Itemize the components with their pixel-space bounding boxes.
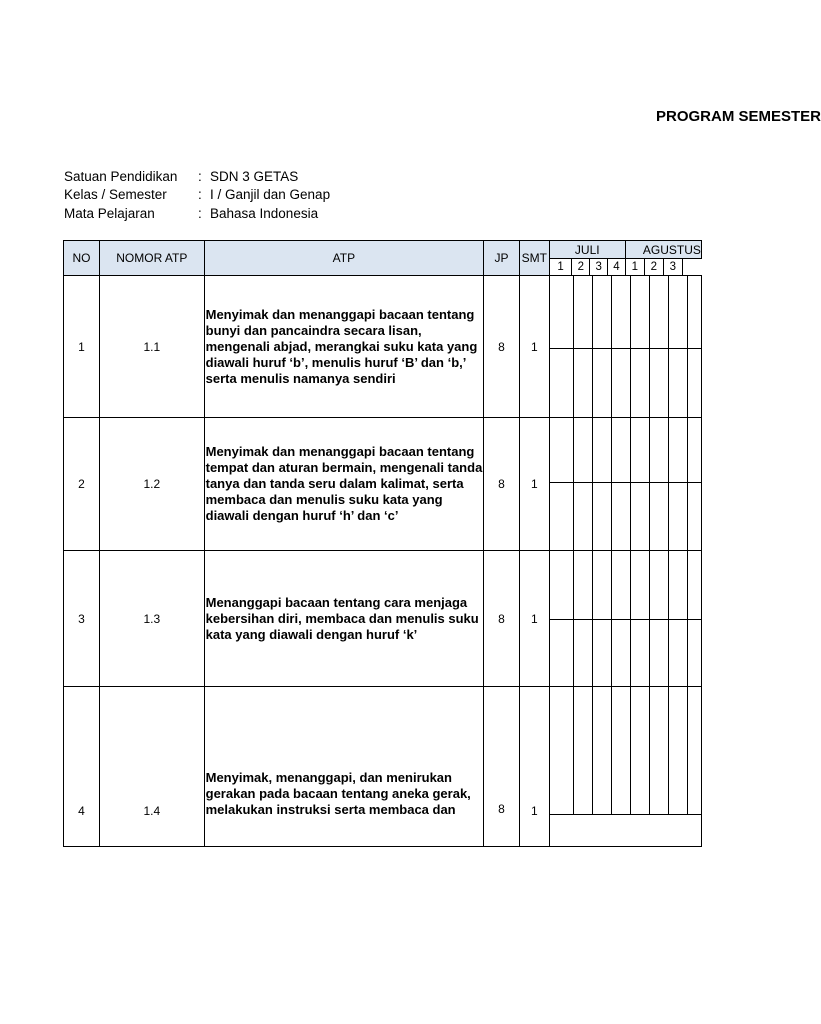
meta-label: Satuan Pendidikan — [64, 169, 178, 184]
cell-nomor-atp: 1.1 — [100, 276, 205, 418]
week-header: 1 — [549, 259, 572, 276]
cell-jp: 8 — [484, 687, 520, 847]
cell-atp: Menyimak dan menanggapi bacaan tentang tempat dan aturan bermain, mengenali tanda tanya dan tanda seru dalam kalimat, serta membaca dan menulis suku kata yang diawali dengan huruf ‘h’ dan ‘c’ — [204, 418, 483, 551]
meta-colon: : — [198, 169, 202, 184]
page-title: PROGRAM SEMESTER — [656, 108, 821, 125]
week-grid — [549, 418, 701, 551]
week-header: 3 — [590, 259, 608, 276]
cell-smt: 1 — [519, 551, 549, 687]
cell-jp: 8 — [484, 551, 520, 687]
cell-no: 2 — [64, 418, 100, 551]
meta-value: Bahasa Indonesia — [210, 206, 319, 221]
table-row — [64, 687, 702, 847]
week-header: 4 — [608, 259, 626, 276]
week-header — [682, 259, 701, 276]
header-month-agustus: AGUSTUS — [625, 241, 701, 259]
cell-nomor-atp: 1.3 — [100, 551, 205, 687]
meta-label: Kelas / Semester — [64, 187, 167, 202]
week-grid-half — [550, 620, 701, 686]
meta-colon: : — [198, 187, 202, 202]
meta-colon: : — [198, 206, 202, 221]
table-row — [64, 551, 702, 687]
meta-label: Mata Pelajaran — [64, 206, 155, 221]
cell-jp: 8 — [484, 418, 520, 551]
week-grid-half — [550, 276, 701, 349]
week-grid — [549, 687, 701, 847]
week-grid-half — [550, 418, 701, 483]
table-row — [64, 276, 702, 418]
week-header: 1 — [625, 259, 644, 276]
cell-nomor-atp: 1.4 — [100, 687, 205, 847]
week-grid-half — [550, 483, 701, 550]
week-grid — [549, 551, 701, 687]
week-header: 3 — [663, 259, 682, 276]
week-header: 2 — [644, 259, 663, 276]
table-row — [64, 418, 702, 551]
week-grid-half — [550, 349, 701, 417]
cell-no: 4 — [64, 687, 100, 847]
header-smt: SMT — [519, 241, 549, 276]
cell-atp: Menanggapi bacaan tentang cara menjaga kebersihan diri, membaca dan menulis suku kata yang diawali dengan huruf ‘k’ — [204, 551, 483, 687]
header-month-juli: JULI — [549, 241, 625, 259]
cell-atp: Menyimak, menanggapi, dan menirukan gerakan pada bacaan tentang aneka gerak, melakukan instruksi serta membaca dan — [204, 687, 483, 847]
cell-smt: 1 — [519, 276, 549, 418]
week-grid-half — [550, 551, 701, 620]
week-grid — [549, 276, 701, 418]
meta-value: I / Ganjil dan Genap — [210, 187, 331, 202]
header-jp: JP — [484, 241, 520, 276]
cell-atp: Menyimak dan menanggapi bacaan tentang bunyi dan pancaindra secara lisan, mengenali abjad, merangkai suku kata yang diawali huruf ‘b’, menulis huruf ‘B’ dan ‘b,’ serta menulis namanya sendiri — [204, 276, 483, 418]
program-semester-table — [63, 240, 702, 847]
header-atp: ATP — [204, 241, 483, 276]
week-header: 2 — [572, 259, 590, 276]
cell-jp: 8 — [484, 276, 520, 418]
week-grid-half — [550, 687, 701, 815]
cell-no: 1 — [64, 276, 100, 418]
meta-value: SDN 3 GETAS — [210, 169, 299, 184]
header-nomor-atp: NOMOR ATP — [100, 241, 205, 276]
cell-nomor-atp: 1.2 — [100, 418, 205, 551]
cell-no: 3 — [64, 551, 100, 687]
cell-smt: 1 — [519, 687, 549, 847]
cell-smt: 1 — [519, 418, 549, 551]
header-no: NO — [64, 241, 100, 276]
